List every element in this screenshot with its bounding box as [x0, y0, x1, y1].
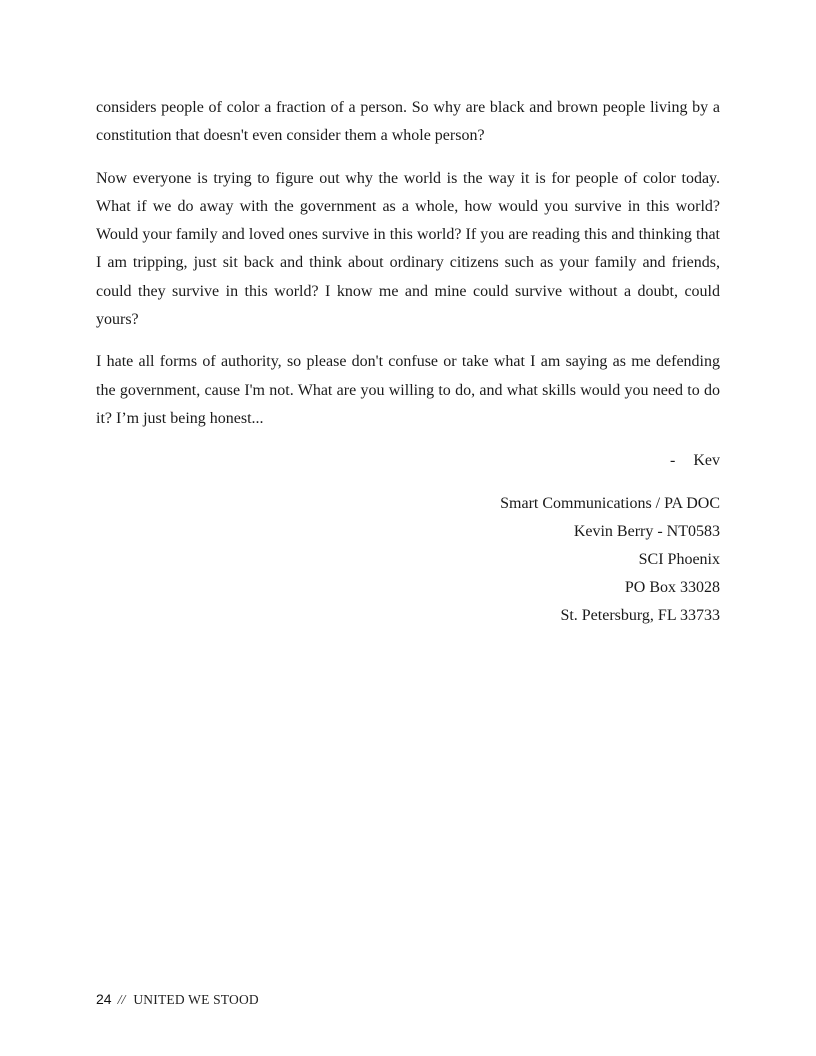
address-line: PO Box 33028	[624, 578, 720, 596]
address-line: Kevin Berry - NT0583	[573, 522, 720, 540]
address-line: Smart Communications / PA DOC	[500, 494, 720, 512]
signoff-dash: -	[670, 452, 676, 470]
letter-body	[96, 94, 720, 630]
footer-separator: //	[117, 993, 126, 1008]
page-footer	[96, 989, 259, 1011]
address-line: St. Petersburg, FL 33733	[560, 606, 720, 624]
signoff	[96, 447, 720, 475]
publication-title: UNITED WE STOOD	[133, 992, 259, 1007]
paragraph: considers people of color a fraction of a person. So why are black and brown people living by a constitution that doesn't even consider them a whole person?	[96, 99, 720, 145]
signoff-name: Kev	[693, 452, 720, 470]
mailing-address	[96, 490, 720, 630]
paragraph: I hate all forms of authority, so please don't confuse or take what I am saying as me defending the government, cause I'm not. What are you willing to do, and what skills would you need to do it? I’m just being honest...	[96, 353, 720, 427]
address-line: SCI Phoenix	[638, 550, 720, 568]
paragraph: Now everyone is trying to figure out why the world is the way it is for people of color today. What if we do away with the government as a whole, how would you survive in this world? Would your family and loved ones survive in this world? If you are reading this and thinking that I am tripping, just sit back and think about ordinary citizens such as your family and friends, could they survive in this world? I know me and mine could survive without a doubt, could yours?	[96, 169, 720, 329]
page-number: 24	[96, 991, 112, 1007]
